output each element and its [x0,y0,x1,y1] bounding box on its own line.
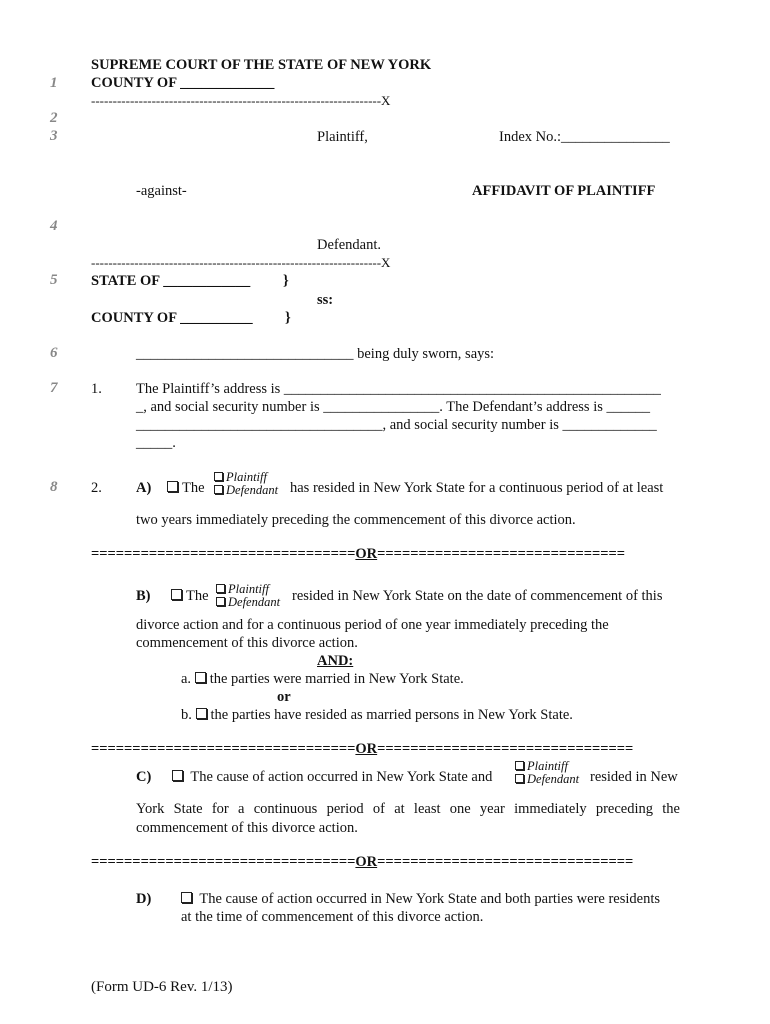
venue-brace: } [283,273,289,289]
line-number: 8 [50,479,58,495]
para1-number: 1. [91,381,102,397]
line-number: 2 [50,110,58,126]
sworn-statement: ______________________________ being duly sworn, says: [136,346,495,362]
option-c-tail: resided in New [590,769,678,785]
checkbox-icon[interactable] [216,597,225,606]
option-a-text-line2: two years immediately preceding the commencement of this divorce action. [136,512,576,528]
option-c-label: C) [136,769,152,785]
option-b-label: B) [136,588,151,604]
checkbox-icon[interactable] [172,770,183,781]
option-d-label: D) [136,891,152,907]
checkbox-icon[interactable] [167,481,178,492]
line-number: 5 [50,272,58,288]
option-c-text: The cause of action occurred in New York State and [190,769,493,785]
checkbox-icon[interactable] [214,485,223,494]
the-word: The [186,588,209,604]
the-word: The [182,480,205,496]
para1-end: _____. [136,435,176,451]
party-choice[interactable] [214,471,278,497]
sub-option-b[interactable] [181,707,573,724]
checkbox-icon[interactable] [216,584,225,593]
option-a-text: has resided in New York State for a continuous period of at least [290,480,664,496]
caption-separator: -------------------------------------------------------------------X [91,93,391,108]
sub-b-text: the parties have resided as married persons in New York State. [210,707,573,723]
choice-plaintiff: Plaintiff [527,759,568,773]
party-choice[interactable] [515,760,579,786]
county-of-line: COUNTY OF __________ [91,310,253,326]
against-label: -against- [136,183,187,199]
para2-number: 2. [91,480,102,496]
checkbox-icon[interactable] [214,472,223,481]
option-a-label: A) [136,480,152,496]
line-number: 3 [50,128,58,144]
index-number-field[interactable]: Index No.:_______________ [499,129,670,145]
defendant-ssn-line: __________________________________, and social security number is _____________ [136,417,657,433]
choice-defendant: Defendant [527,772,580,786]
sub-option-a[interactable] [181,671,464,688]
defendant-label: Defendant. [317,237,382,253]
or-small: or [277,689,291,705]
ss-label: ss: [317,292,334,308]
caption-separator-bottom: -------------------------------------------------------------------X [91,255,391,270]
checkbox-icon[interactable] [181,892,192,903]
document-title: AFFIDAVIT OF PLAINTIFF [472,183,656,199]
plaintiff-label: Plaintiff, [317,129,368,145]
option-b-text-line2: divorce action and for a continuous period of one year immediately preceding the [136,617,609,633]
county-line: COUNTY OF _____________ [91,75,275,91]
option-d-line[interactable] [181,891,660,908]
or-separator: ================================OR============================== [91,546,626,562]
or-separator: ================================OR=============================== [91,741,634,757]
party-choice[interactable] [216,583,280,609]
choice-plaintiff: Plaintiff [226,470,267,484]
and-label: AND: [317,653,354,669]
line-number: 1 [50,75,58,91]
court-title: SUPREME COURT OF THE STATE OF NEW YORK [91,57,432,73]
checkbox-icon[interactable] [515,761,524,770]
sub-a-label: a. [181,671,192,687]
option-c-text-line2: York State for a continuous period of at least one year immediately preceding the [136,801,680,817]
sub-a-text: the parties were married in New York State. [209,671,464,687]
checkbox-icon[interactable] [196,708,207,719]
option-d-text: The cause of action occurred in New York State and both parties were residents [199,891,661,907]
option-c-text-line3: commencement of this divorce action. [136,820,358,836]
checkbox-icon[interactable] [195,672,206,683]
line-number: 7 [50,380,58,396]
or-separator: ================================OR=============================== [91,854,634,870]
venue-brace: } [285,310,291,326]
ssn-line: _, and social security number is ________________. The Defendant’s address is ______ [136,399,650,415]
option-a-checkbox-line[interactable] [167,480,205,497]
option-c-line[interactable] [172,769,492,786]
line-number: 6 [50,345,58,361]
option-d-text-line2: at the time of commencement of this divorce action. [181,909,484,925]
checkbox-icon[interactable] [515,774,524,783]
sub-b-label: b. [181,707,192,723]
checkbox-icon[interactable] [171,589,182,600]
option-b-text-line3: commencement of this divorce action. [136,635,358,651]
choice-defendant: Defendant [226,483,279,497]
line-number: 4 [50,218,58,234]
option-b-checkbox-line[interactable] [171,588,209,605]
choice-plaintiff: Plaintiff [228,582,269,596]
form-footer: (Form UD-6 Rev. 1/13) [91,979,233,995]
state-of-line: STATE OF ____________ [91,273,251,289]
plaintiff-address-line: The Plaintiff’s address is ____________________________________________________ [136,381,661,397]
option-b-text: resided in New York State on the date of commencement of this [292,588,663,604]
choice-defendant: Defendant [228,595,281,609]
